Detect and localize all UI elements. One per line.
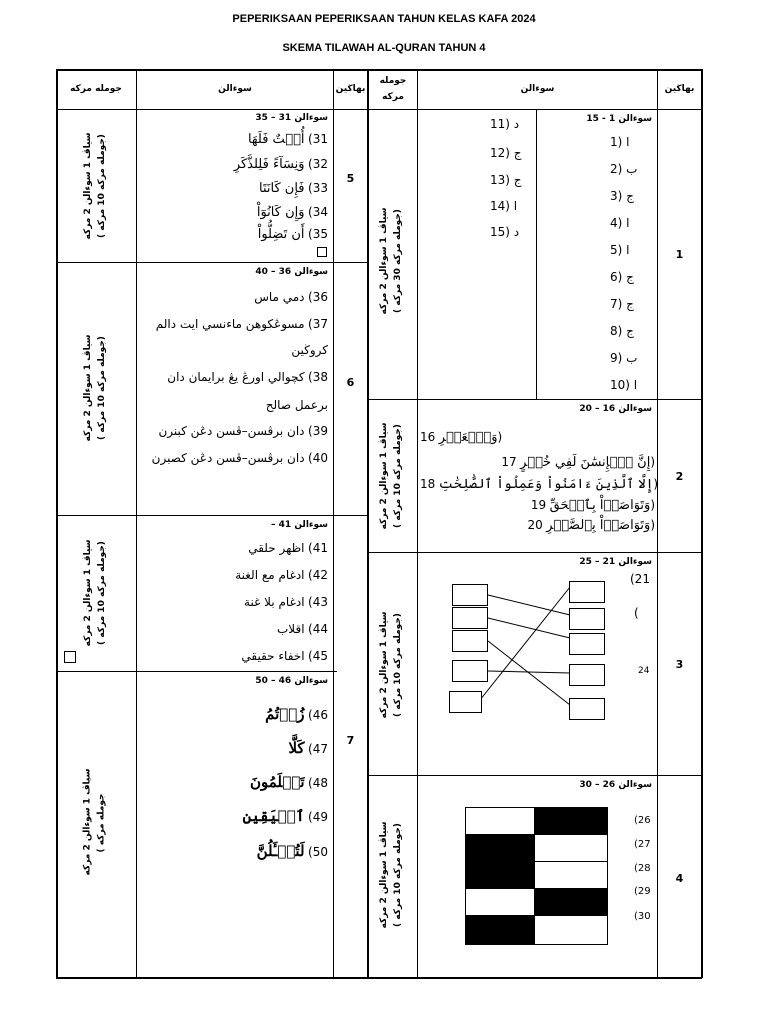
marks-label-section-4: سياڤ 1 سوءالن 2 مركه ( جوملە مركه 10 مركه): [379, 821, 403, 929]
match-box: [569, 581, 605, 603]
list-item: وَتَوَاصَوۡاْ بِٱلۡحَقِّ 19): [530, 498, 655, 513]
list-item: وَٱلۡعَصۡرِ 16): [420, 430, 503, 445]
question-range-41-45: سوءالن 41 –: [271, 520, 328, 530]
question-range-1-15: سوءالن 1 - 15: [586, 114, 652, 124]
item-label-bracket: (: [634, 606, 639, 620]
list-item: 4) ا: [610, 216, 630, 230]
list-item: 10) ا: [610, 378, 638, 392]
marks-label-section-3: سياڤ 1 سوءالن 2 مركه ( جوملە مركه 10 مركه): [379, 611, 403, 719]
list-item: 15) د: [490, 225, 520, 239]
match-box: [569, 664, 605, 686]
list-item: كروڬين: [291, 343, 328, 357]
marks-label-section-2: سياڤ 1 سوءالن 2 مركه ( جوملە مركه 10 مركه): [379, 422, 403, 530]
list-item: 31) أُخۡتٌ فَلَهَا: [247, 132, 328, 147]
document-subtitle: SKEMA TILAWAH AL-QURAN TAHUN 4: [282, 42, 486, 54]
marks-label-section-1: سياڤ 1 سوءالن 2 مركه ( جوملە مركه 30 مركه): [379, 207, 403, 315]
list-item: 33) فَإِن كَانَتَا: [259, 181, 328, 196]
list-item: 7) ج: [610, 297, 634, 311]
section-number-2: 2: [675, 470, 684, 483]
list-item: برعمل صالح: [265, 398, 328, 412]
item-label-29: (29: [634, 886, 651, 897]
list-item: 11) د: [490, 117, 520, 131]
match-box: [452, 607, 488, 629]
item-label-27: (27: [634, 839, 651, 850]
list-item: 50) لَتُسۡـَٔلُنَّ: [256, 842, 328, 860]
header-marks-left: جوملە مركه: [70, 84, 122, 94]
list-item: 43) ادغام بلا غنة: [244, 595, 328, 609]
list-item: 6) ج: [610, 270, 634, 284]
list-item: 3) ج: [610, 189, 634, 203]
list-item: 45) اخفاء حقيقي: [241, 649, 328, 663]
question-range-26-30: سوءالن 26 – 30: [579, 780, 652, 790]
list-item: 35) أَن تَضِلُّواْ: [257, 227, 328, 242]
item-label-28: (28: [634, 863, 651, 874]
list-item: 5) ا: [610, 243, 630, 257]
list-item: 8) ج: [610, 324, 634, 338]
match-box: [569, 633, 605, 655]
header-section-left: بهاڬين: [335, 84, 366, 94]
list-item: 1) ا: [610, 135, 630, 149]
match-box: [569, 698, 605, 720]
header-questions-right: سوءالن: [520, 84, 555, 94]
question-range-21-25: سوءالن 21 – 25: [579, 557, 652, 567]
question-range-36-40: سوءالن 36 – 40: [255, 267, 328, 277]
match-box: [569, 608, 605, 630]
header-marks-right: جوملە مركه: [379, 76, 407, 102]
list-item: 39) دان برڤسن–ڤسن دڠن كبنرن: [158, 424, 328, 438]
match-box: [452, 630, 488, 652]
section-number-3: 3: [675, 658, 684, 671]
list-item: 9) ب: [610, 351, 638, 365]
list-item: 36) دمي ماس: [254, 290, 328, 304]
section-number-5: 5: [346, 172, 355, 185]
list-item: 40) دان برڤسن–ڤسن دڠن كصبرن: [151, 451, 328, 465]
checkbox[interactable]: [64, 651, 76, 663]
question-range-46-50: سوءالن 46 – 50: [255, 676, 328, 686]
marks-label-section-7a: سياڤ 1 سوءالن 2 مركه ( جوملە مركه 10 مركه): [83, 539, 107, 647]
list-item: 14) ا: [490, 199, 518, 213]
list-item: 41) اظهر حلقي: [248, 541, 328, 555]
list-item: 49) ٱلۡيَقِينِ: [242, 807, 328, 825]
list-item: 48) تَعۡلَمُونَ: [249, 773, 328, 791]
list-item: 44) اقلاب: [277, 622, 328, 636]
item-label-24: 24: [638, 666, 650, 676]
checkbox[interactable]: [317, 247, 327, 257]
list-item: 2) ب: [610, 162, 638, 176]
header-section-right: بهاڬين: [664, 84, 695, 94]
item-label-21: (21: [630, 572, 650, 586]
section-number-6: 6: [346, 376, 355, 389]
document-title: PEPERIKSAAN PEPERIKSAAN TAHUN KELAS KAFA 2024: [232, 13, 536, 25]
list-item: 37) مسوڠكوهن ماءنسي ايت دالم: [155, 317, 328, 331]
section-number-4: 4: [675, 872, 684, 885]
header-questions-left: سوءالن: [218, 84, 252, 94]
list-item: 38) كچوالي اورڠ يڠ برايمان دان: [167, 370, 328, 384]
list-item: 42) ادغام مع الغنة: [235, 568, 328, 582]
marks-label-section-5: سياڤ 1 سوءالن 2 مركه ( جوملە مركه 10 مركه): [83, 132, 107, 240]
match-box: [449, 691, 482, 713]
section-number-7: 7: [346, 734, 355, 747]
question-range-16-20: سوءالن 16 – 20: [579, 404, 652, 414]
item-label-26: (26: [634, 815, 651, 826]
match-box: [452, 660, 488, 682]
match-box: [452, 584, 488, 606]
marks-label-section-7b: سياڤ 1 سوءالن 2 مركه ( جوملە مركه: [82, 768, 107, 876]
list-item: 46) زُرۡتُمُ: [265, 705, 328, 723]
marks-label-section-6: سياڤ 1 سوءالن 2 مركه ( جوملە مركه 10 مركه): [83, 334, 107, 442]
list-item: وَتَوَاصَوۡاْ بِٱلصَّبۡرِ 20): [527, 518, 655, 533]
list-item: 32) وَنِسَآءً فَلِلذَّكَرِ: [233, 157, 328, 172]
list-item: إِلَّا ٱلَّذِينَ ءَامَنُواْ وَعَمِلُواْ ٱلصَّٰلِحَٰتِ 18): [420, 477, 659, 492]
item-label-30: (30: [634, 911, 651, 922]
list-item: إِنَّ ٱلۡإِنسَٰنَ لَفِي خُسۡرٍ 17): [501, 455, 655, 470]
list-item: 47) كَلَّا: [288, 739, 328, 757]
list-item: 12) ج: [490, 146, 522, 160]
list-item: 13) ج: [490, 173, 522, 187]
section-number-1: 1: [675, 248, 684, 261]
list-item: 34) وَإِن كَانُوٓاْ: [256, 205, 328, 220]
question-range-31-35: سوءالن 31 – 35: [255, 113, 328, 123]
